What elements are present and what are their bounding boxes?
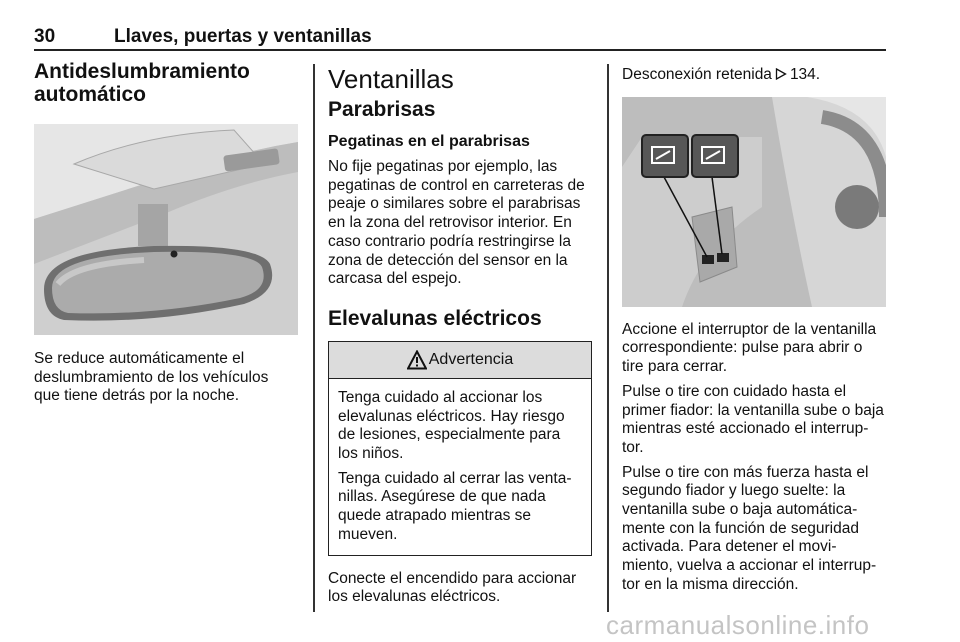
warning-title: Advertencia: [428, 350, 514, 368]
switch-paragraph-3: Pulse o tire con más fuerza hasta el segundo fiador y luego suelte: la ventanilla sube o baja automática-mente con la función de seguridad activada. Para detener el movi-miento, vuelva a accionar el interrup-tor en la misma dirección.: [622, 463, 877, 593]
column-3: [622, 58, 886, 595]
subsubsection-title-pegatinas: Pegatinas en el parabrisas: [328, 133, 530, 150]
column-1: [34, 58, 298, 406]
subsection-title-parabrisas: Parabrisas: [328, 98, 436, 121]
warning-box: [328, 341, 592, 556]
warning-paragraph-1: Tenga cuidado al accionar los elevalunas eléctricos. Hay riesgo de lesiones, especialmente para los niños.: [338, 388, 565, 463]
warning-triangle-icon: [407, 350, 427, 370]
mirror-description: Se reduce automáticamente el deslumbramiento de los vehículos que tiene detrás por la noche.: [34, 350, 269, 405]
cross-reference: [622, 66, 886, 85]
window-switch-illustration: [622, 97, 886, 307]
switch-paragraph-2: Pulse o tire con cuidado hasta el primer fiador: la ventanilla sube o baja mientras esté accionado el interrup-tor.: [622, 382, 884, 456]
rear-view-mirror-illustration: [34, 124, 298, 335]
stickers-paragraph: No fije pegatinas por ejemplo, las pegatinas de control en carreteras de peaje o similares sobre el parabrisas en la zona del retrovisor interior. En caso contrario podría restringirse la zona de detección del sensor en la carcasa del espejo.: [328, 158, 585, 288]
watermark: carmanualsonline.info: [606, 610, 870, 640]
subsection-title-elevalunas: Elevalunas eléctricos: [328, 306, 542, 330]
running-title: Llaves, puertas y ventanillas: [114, 26, 372, 47]
header-rule: [34, 49, 886, 51]
column-divider: [313, 64, 315, 612]
cross-reference-page: 134.: [789, 66, 821, 83]
column-divider: [607, 64, 609, 612]
switch-paragraph-1: Accione el interruptor de la ventanilla correspondiente: pulse para abrir o tire para cerrar.: [622, 320, 877, 376]
page-reference-triangle-icon: [775, 68, 787, 80]
section-title-ventanillas: Ventanillas: [328, 64, 454, 94]
warning-header: [329, 342, 591, 379]
warning-paragraph-2: Tenga cuidado al cerrar las venta-nillas. Asegúrese de que nada quede atrapado mientras se mueven.: [338, 469, 572, 543]
column-2: [328, 58, 592, 607]
cross-reference-text: Desconexión retenida: [622, 66, 772, 83]
section-heading-antideslumbramiento: Antideslumbramiento automático: [34, 60, 250, 106]
page-number: 30: [34, 26, 56, 47]
ignition-paragraph: Conecte el encendido para accionar los elevalunas eléctricos.: [328, 569, 577, 606]
warning-body: [329, 379, 591, 555]
